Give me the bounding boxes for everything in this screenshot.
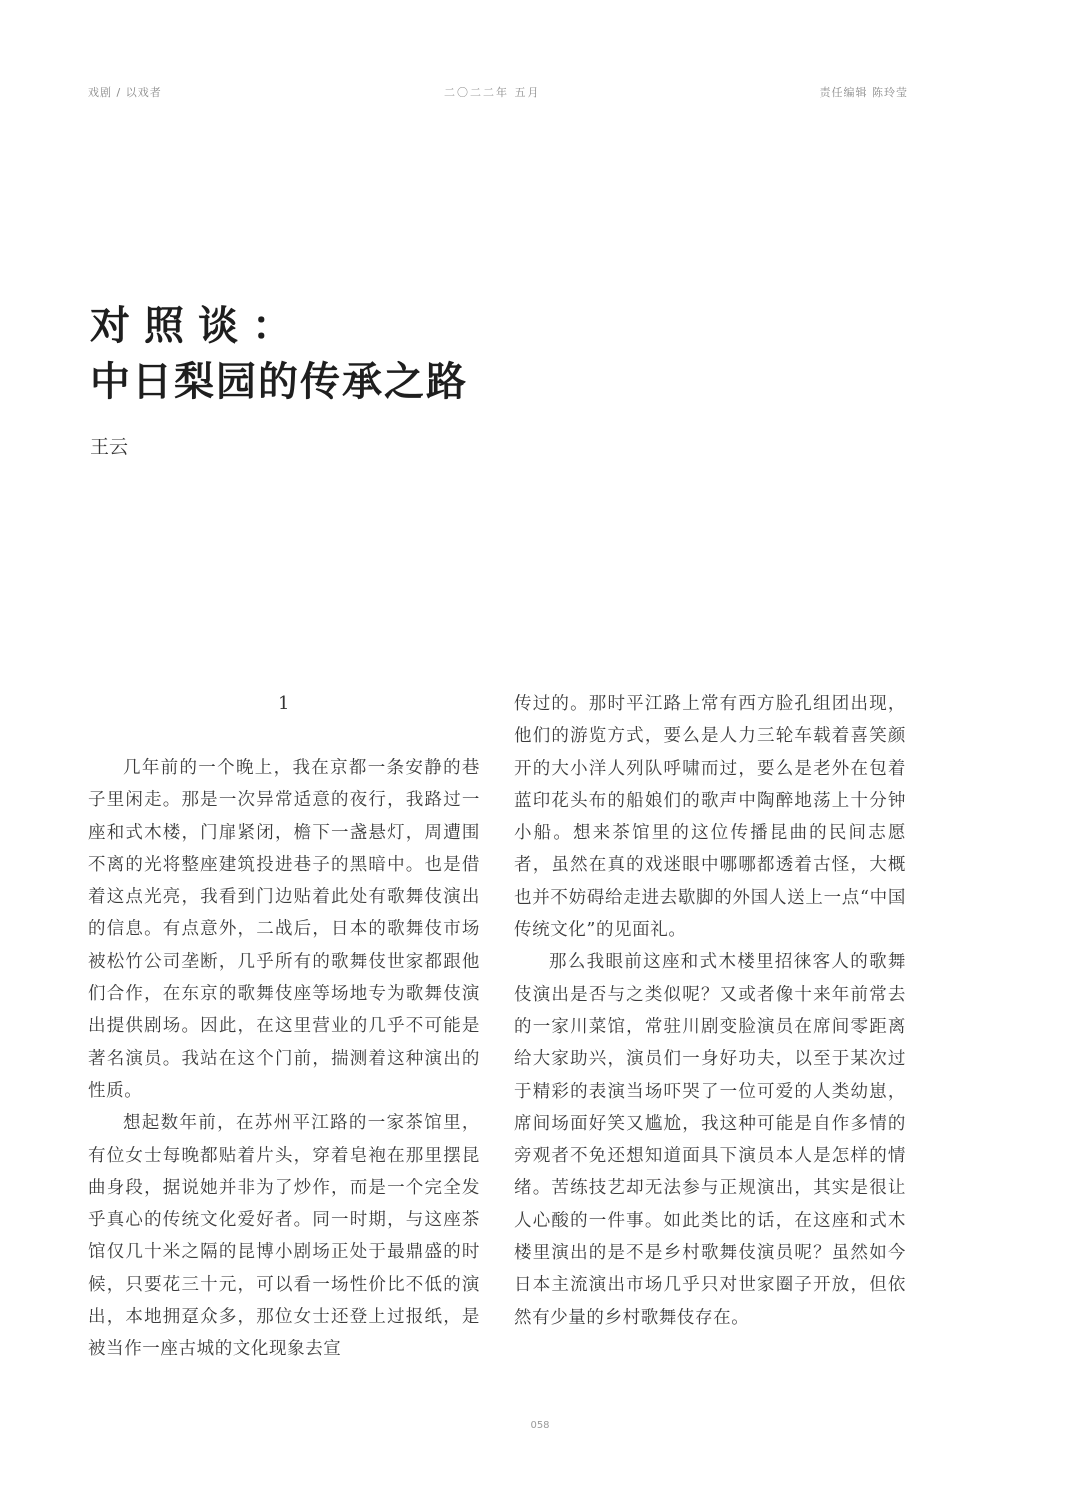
body-column-left <box>88 688 480 1366</box>
header-section: 戏剧 / 以戏者 <box>88 86 162 99</box>
body-paragraph: 传过的。那时平江路上常有西方脸孔组团出现，他们的游览方式，要么是人力三轮车载着喜笑颜开的大小洋人列队呼啸而过，要么是老外在包着蓝印花头布的船娘们的歌声中陶醉地荡上十分钟小船。想来茶馆里的这位传播昆曲的民间志愿者，虽然在真的戏迷眼中哪哪都透着古怪，大概也并不妨碍给走进去歇脚的外国人送上一点“中国传统文化”的见面礼。 <box>514 694 906 941</box>
article-author: 王云 <box>90 436 129 458</box>
title-line-2: 中日梨园的传承之路 <box>90 358 468 405</box>
body-paragraph: 那么我眼前这座和式木楼里招徕客人的歌舞伎演出是否与之类似呢？又或者像十来年前常去的一家川菜馆，常驻川剧变脸演员在席间零距离给大家助兴，演员们一身好功夫，以至于某次过于精彩的表演当场吓哭了一位可爱的人类幼崽，席间场面好笑又尴尬，我这种可能是自作多情的旁观者不免还想知道面具下演员本人是怎样的情绪。苦练技艺却无法参与正规演出，其实是很让人心酸的一件事。如此类比的话，在这座和式木楼里演出的是不是乡村歌舞伎演员呢？虽然如今日本主流演出市场几乎只对世家圈子开放，但依然有少量的乡村歌舞伎存在。 <box>514 952 906 1328</box>
page-number: 058 <box>530 1420 550 1431</box>
header-issue-date: 二〇二二年 五月 <box>444 86 541 99</box>
running-header <box>0 84 1080 100</box>
article-title <box>90 298 468 410</box>
header-editor: 责任编辑 陈玲莹 <box>819 86 908 99</box>
body-paragraph: 几年前的一个晚上，我在京都一条安静的巷子里闲走。那是一次异常适意的夜行，我路过一座和式木楼，门扉紧闭，檐下一盏悬灯，周遭围不离的光将整座建筑投进巷子的黑暗中。也是借着这点光亮，我看到门边贴着此处有歌舞伎演出的信息。有点意外，二战后，日本的歌舞伎市场被松竹公司垄断，几乎所有的歌舞伎世家都跟他们合作，在东京的歌舞伎座等场地专为歌舞伎演出提供剧场。因此，在这里营业的几乎不可能是著名演员。我站在这个门前，揣测着这种演出的性质。 <box>88 758 480 1101</box>
title-line-1: 对照谈： <box>90 302 306 349</box>
section-number: 1 <box>277 693 291 714</box>
body-paragraph: 想起数年前，在苏州平江路的一家茶馆里，有位女士每晚都贴着片头，穿着皂袍在那里摆昆曲身段，据说她并非为了炒作，而是一个完全发乎真心的传统文化爱好者。同一时期，与这座茶馆仅几十米之隔的昆博小剧场正处于最鼎盛的时候，只要花三十元，可以看一场性价比不低的演出，本地拥趸众多，那位女士还登上过报纸，是被当作一座古城的文化现象去宣 <box>88 1113 480 1360</box>
body-column-right <box>514 688 906 1334</box>
